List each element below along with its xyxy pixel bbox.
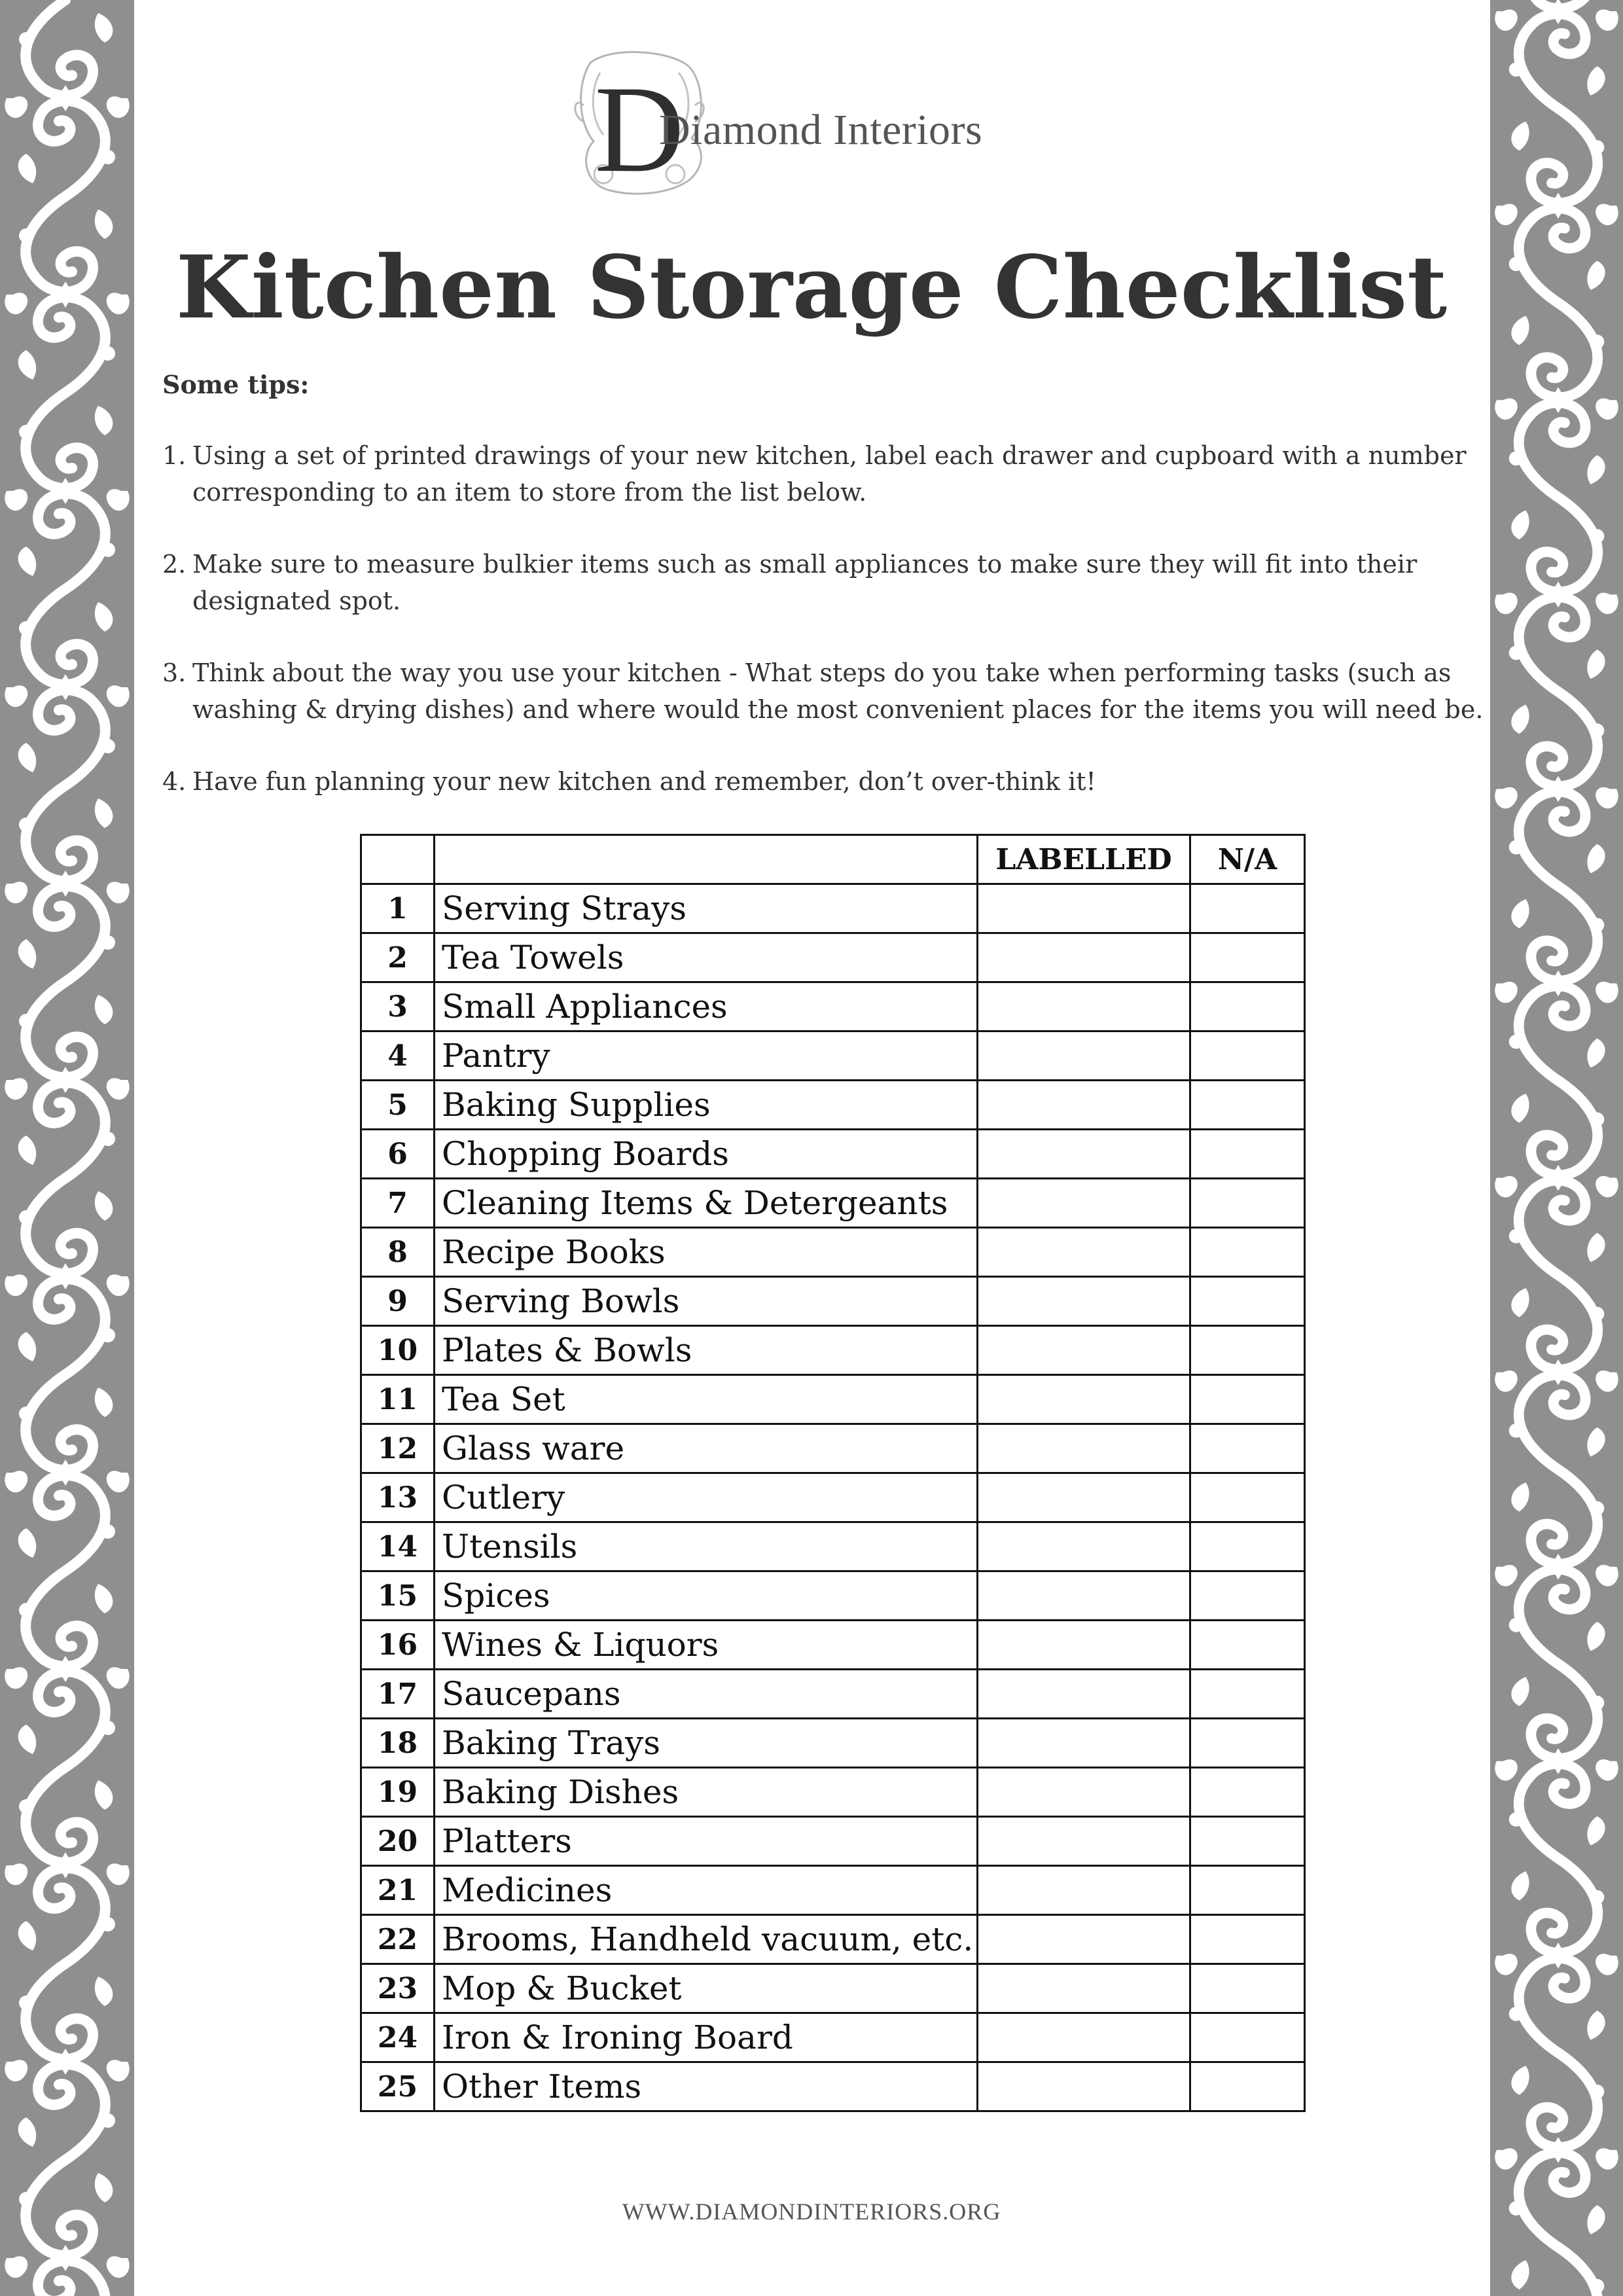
row-number: 13 bbox=[361, 1473, 435, 1522]
na-checkbox[interactable] bbox=[1190, 982, 1305, 1031]
na-checkbox[interactable] bbox=[1190, 1719, 1305, 1768]
left-damask-pattern bbox=[0, 0, 134, 2296]
labelled-checkbox[interactable] bbox=[978, 2013, 1190, 2062]
row-item: Recipe Books bbox=[435, 1228, 978, 1277]
tip-number: 3. bbox=[162, 658, 187, 687]
labelled-checkbox[interactable] bbox=[978, 1277, 1190, 1326]
na-checkbox[interactable] bbox=[1190, 2062, 1305, 2111]
table-row bbox=[361, 933, 1305, 982]
labelled-checkbox[interactable] bbox=[978, 1326, 1190, 1375]
left-damask-border bbox=[0, 0, 134, 2296]
labelled-checkbox[interactable] bbox=[978, 1228, 1190, 1277]
labelled-checkbox[interactable] bbox=[978, 2062, 1190, 2111]
labelled-checkbox[interactable] bbox=[978, 1964, 1190, 2013]
tip-item bbox=[162, 437, 1484, 511]
table-row bbox=[361, 1817, 1305, 1866]
row-number: 7 bbox=[361, 1179, 435, 1228]
na-checkbox[interactable] bbox=[1190, 1179, 1305, 1228]
na-checkbox[interactable] bbox=[1190, 1522, 1305, 1571]
tip-item bbox=[162, 655, 1484, 728]
na-checkbox[interactable] bbox=[1190, 1915, 1305, 1964]
tip-item bbox=[162, 763, 1484, 800]
labelled-checkbox[interactable] bbox=[978, 1817, 1190, 1866]
table-row bbox=[361, 2013, 1305, 2062]
tips-heading: Some tips: bbox=[162, 370, 310, 399]
row-number: 9 bbox=[361, 1277, 435, 1326]
labelled-checkbox[interactable] bbox=[978, 884, 1190, 933]
row-item: Cleaning Items & Detergeants bbox=[435, 1179, 978, 1228]
labelled-checkbox[interactable] bbox=[978, 1571, 1190, 1621]
labelled-checkbox[interactable] bbox=[978, 1375, 1190, 1424]
table-header-row bbox=[361, 835, 1305, 884]
labelled-checkbox[interactable] bbox=[978, 1081, 1190, 1130]
table-row bbox=[361, 1719, 1305, 1768]
header-number bbox=[361, 835, 435, 884]
table-row bbox=[361, 1424, 1305, 1473]
row-item: Baking Supplies bbox=[435, 1081, 978, 1130]
table-row bbox=[361, 1081, 1305, 1130]
row-number: 6 bbox=[361, 1130, 435, 1179]
labelled-checkbox[interactable] bbox=[978, 1130, 1190, 1179]
row-number: 2 bbox=[361, 933, 435, 982]
labelled-checkbox[interactable] bbox=[978, 1670, 1190, 1719]
tip-text: Make sure to measure bulkier items such as small appliances to make sure they will fit into their designated spot. bbox=[192, 550, 1418, 615]
tip-number: 2. bbox=[162, 550, 187, 579]
right-damask-border bbox=[1490, 0, 1623, 2296]
row-item: Mop & Bucket bbox=[435, 1964, 978, 2013]
labelled-checkbox[interactable] bbox=[978, 1768, 1190, 1817]
row-item: Tea Set bbox=[435, 1375, 978, 1424]
header-labelled: LABELLED bbox=[978, 835, 1190, 884]
na-checkbox[interactable] bbox=[1190, 1326, 1305, 1375]
na-checkbox[interactable] bbox=[1190, 1473, 1305, 1522]
row-number: 18 bbox=[361, 1719, 435, 1768]
row-item: Tea Towels bbox=[435, 933, 978, 982]
brand-name: Diamond Interiors bbox=[659, 106, 983, 154]
na-checkbox[interactable] bbox=[1190, 884, 1305, 933]
row-item: Serving Bowls bbox=[435, 1277, 978, 1326]
row-item: Wines & Liquors bbox=[435, 1621, 978, 1670]
na-checkbox[interactable] bbox=[1190, 1130, 1305, 1179]
row-number: 1 bbox=[361, 884, 435, 933]
labelled-checkbox[interactable] bbox=[978, 1473, 1190, 1522]
table-row bbox=[361, 1522, 1305, 1571]
monogram-letter: D bbox=[594, 61, 685, 198]
row-number: 22 bbox=[361, 1915, 435, 1964]
table-row bbox=[361, 1326, 1305, 1375]
row-number: 17 bbox=[361, 1670, 435, 1719]
row-number: 21 bbox=[361, 1866, 435, 1915]
labelled-checkbox[interactable] bbox=[978, 1522, 1190, 1571]
table-row bbox=[361, 1768, 1305, 1817]
table-row bbox=[361, 1179, 1305, 1228]
page-title: Kitchen Storage Checklist bbox=[175, 237, 1448, 338]
row-item: Brooms, Handheld vacuum, etc. bbox=[435, 1915, 978, 1964]
row-item: Chopping Boards bbox=[435, 1130, 978, 1179]
row-number: 15 bbox=[361, 1571, 435, 1621]
na-checkbox[interactable] bbox=[1190, 1866, 1305, 1915]
row-number: 23 bbox=[361, 1964, 435, 2013]
footer-website: WWW.DIAMONDINTERIORS.ORG bbox=[622, 2198, 1001, 2225]
row-item: Baking Trays bbox=[435, 1719, 978, 1768]
right-damask-pattern bbox=[1490, 0, 1623, 2296]
table-row bbox=[361, 1670, 1305, 1719]
tip-text: Have fun planning your new kitchen and remember, don’t over-think it! bbox=[192, 767, 1096, 796]
tips-section bbox=[162, 367, 1484, 835]
row-item: Cutlery bbox=[435, 1473, 978, 1522]
table-row bbox=[361, 1964, 1305, 2013]
header-item bbox=[435, 835, 978, 884]
table-row bbox=[361, 1571, 1305, 1621]
row-number: 3 bbox=[361, 982, 435, 1031]
tip-text: Using a set of printed drawings of your new kitchen, label each drawer and cupboard with a number corresponding to an item to store from the list below. bbox=[192, 441, 1467, 507]
row-number: 12 bbox=[361, 1424, 435, 1473]
brand-logo bbox=[564, 43, 1061, 207]
tip-number: 1. bbox=[162, 441, 187, 470]
labelled-checkbox[interactable] bbox=[978, 982, 1190, 1031]
table-row bbox=[361, 1866, 1305, 1915]
row-item: Medicines bbox=[435, 1866, 978, 1915]
table-row bbox=[361, 1915, 1305, 1964]
row-number: 25 bbox=[361, 2062, 435, 2111]
na-checkbox[interactable] bbox=[1190, 1768, 1305, 1817]
checklist-body bbox=[361, 884, 1305, 2111]
labelled-checkbox[interactable] bbox=[978, 1424, 1190, 1473]
row-number: 8 bbox=[361, 1228, 435, 1277]
row-item: Plates & Bowls bbox=[435, 1326, 978, 1375]
labelled-checkbox[interactable] bbox=[978, 1179, 1190, 1228]
row-number: 10 bbox=[361, 1326, 435, 1375]
checklist-table bbox=[360, 834, 1306, 2112]
row-number: 4 bbox=[361, 1031, 435, 1081]
na-checkbox[interactable] bbox=[1190, 1375, 1305, 1424]
na-checkbox[interactable] bbox=[1190, 1277, 1305, 1326]
na-checkbox[interactable] bbox=[1190, 2013, 1305, 2062]
table-row bbox=[361, 1375, 1305, 1424]
labelled-checkbox[interactable] bbox=[978, 1031, 1190, 1081]
na-checkbox[interactable] bbox=[1190, 1964, 1305, 2013]
row-item: Serving Strays bbox=[435, 884, 978, 933]
tip-text: Think about the way you use your kitchen - What steps do you take when performing tasks (such as washing & drying dishes) and where would the most convenient places for the items you will need be. bbox=[192, 658, 1484, 724]
table-row bbox=[361, 1031, 1305, 1081]
table-row bbox=[361, 1473, 1305, 1522]
na-checkbox[interactable] bbox=[1190, 933, 1305, 982]
row-item: Other Items bbox=[435, 2062, 978, 2111]
labelled-checkbox[interactable] bbox=[978, 1866, 1190, 1915]
row-number: 24 bbox=[361, 2013, 435, 2062]
row-item: Baking Dishes bbox=[435, 1768, 978, 1817]
na-checkbox[interactable] bbox=[1190, 1424, 1305, 1473]
row-item: Saucepans bbox=[435, 1670, 978, 1719]
row-item: Utensils bbox=[435, 1522, 978, 1571]
row-item: Glass ware bbox=[435, 1424, 978, 1473]
na-checkbox[interactable] bbox=[1190, 1817, 1305, 1866]
na-checkbox[interactable] bbox=[1190, 1670, 1305, 1719]
row-number: 5 bbox=[361, 1081, 435, 1130]
table-row bbox=[361, 1277, 1305, 1326]
table-row bbox=[361, 1621, 1305, 1670]
table-row bbox=[361, 982, 1305, 1031]
na-checkbox[interactable] bbox=[1190, 1081, 1305, 1130]
table-row bbox=[361, 884, 1305, 933]
row-item: Pantry bbox=[435, 1031, 978, 1081]
tip-item bbox=[162, 546, 1484, 619]
labelled-checkbox[interactable] bbox=[978, 1719, 1190, 1768]
na-checkbox[interactable] bbox=[1190, 1571, 1305, 1621]
row-number: 19 bbox=[361, 1768, 435, 1817]
labelled-checkbox[interactable] bbox=[978, 933, 1190, 982]
table-row bbox=[361, 1228, 1305, 1277]
labelled-checkbox[interactable] bbox=[978, 1621, 1190, 1670]
labelled-checkbox[interactable] bbox=[978, 1915, 1190, 1964]
row-number: 11 bbox=[361, 1375, 435, 1424]
row-item: Iron & Ironing Board bbox=[435, 2013, 978, 2062]
na-checkbox[interactable] bbox=[1190, 1228, 1305, 1277]
row-number: 14 bbox=[361, 1522, 435, 1571]
row-number: 20 bbox=[361, 1817, 435, 1866]
header-na: N/A bbox=[1190, 835, 1305, 884]
table-row bbox=[361, 2062, 1305, 2111]
row-item: Spices bbox=[435, 1571, 978, 1621]
row-item: Platters bbox=[435, 1817, 978, 1866]
na-checkbox[interactable] bbox=[1190, 1621, 1305, 1670]
row-item: Small Appliances bbox=[435, 982, 978, 1031]
table-row bbox=[361, 1130, 1305, 1179]
na-checkbox[interactable] bbox=[1190, 1031, 1305, 1081]
tip-number: 4. bbox=[162, 767, 187, 796]
row-number: 16 bbox=[361, 1621, 435, 1670]
